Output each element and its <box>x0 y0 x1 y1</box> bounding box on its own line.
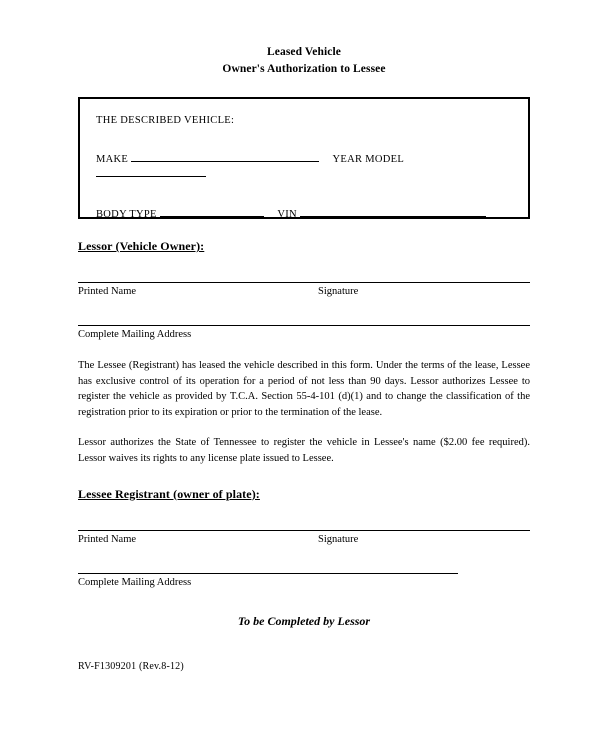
lessee-mailing-address-label: Complete Mailing Address <box>78 576 192 588</box>
vin-label: VIN <box>277 209 297 220</box>
lessor-signature-rule[interactable] <box>78 282 530 283</box>
bodytype-vin-row <box>96 205 512 220</box>
lessor-name-signature-labels <box>78 286 530 297</box>
title-line-1: Leased Vehicle <box>267 46 341 58</box>
body-type-input[interactable] <box>160 205 264 217</box>
to-be-completed-note: To be Completed by Lessor <box>237 613 371 628</box>
make-label: MAKE <box>96 154 129 165</box>
lessee-name-signature-labels <box>78 534 530 545</box>
lessor-section-heading: Lessor (Vehicle Owner): <box>78 239 205 253</box>
lessee-signature-rule[interactable] <box>78 530 530 531</box>
paragraph-lease-terms: The Lessee (Registrant) has leased the vehicle described in this form. Under the terms of the lease, Lessee has exclusive control of its operation for a period of not less than 90 days. Lessor authorizes Lessee to register the vehicle as provided by T.C.A. Section 55-4-101 (d)(1) and to change the classification of the registration prior to its expiration or prior to the termination of the lease. <box>78 360 530 418</box>
lessee-signature-label: Signature <box>318 533 359 545</box>
year-model-input[interactable] <box>96 165 206 177</box>
body-type-label: BODY TYPE <box>96 209 157 220</box>
lessee-printed-name-label: Printed Name <box>78 533 137 545</box>
make-input[interactable] <box>131 150 319 162</box>
make-year-row <box>96 150 512 180</box>
lessor-mailing-address-label: Complete Mailing Address <box>78 329 192 340</box>
lessee-section-heading: Lessee Registrant (owner of plate): <box>78 486 260 501</box>
form-number: RV-F1309201 (Rev.8-12) <box>78 661 184 672</box>
lessor-address-rule[interactable] <box>78 325 530 326</box>
lessor-signature-label: Signature <box>318 286 359 297</box>
described-vehicle-heading: THE DESCRIBED VEHICLE: <box>96 115 235 126</box>
title-line-2: Owner's Authorization to Lessee <box>222 63 386 75</box>
document-title <box>78 44 530 78</box>
lessor-printed-name-label: Printed Name <box>78 286 137 297</box>
described-vehicle-box <box>78 97 530 219</box>
year-model-label: YEAR MODEL <box>332 154 404 165</box>
paragraph-registration-authorization: Lessor authorizes the State of Tennessee to register the vehicle in Lessee's name ($2.00 fee required). Lessor waives its rights to any license plate issued to Lessee. <box>78 437 530 464</box>
vin-input[interactable] <box>300 205 486 217</box>
lessee-address-rule[interactable] <box>78 573 458 574</box>
